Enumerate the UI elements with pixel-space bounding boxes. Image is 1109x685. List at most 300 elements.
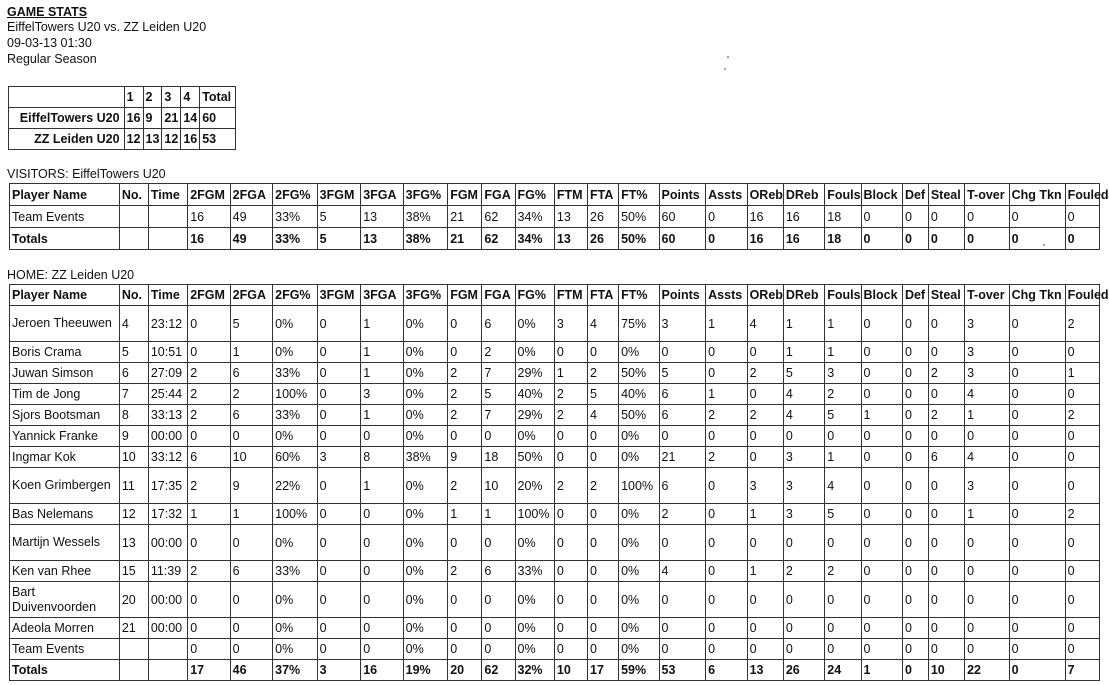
table-cell: 0%	[619, 447, 659, 468]
table-cell: 4	[825, 468, 861, 504]
table-cell	[148, 660, 187, 681]
table-cell: 2	[747, 405, 783, 426]
table-cell: 0	[1065, 525, 1099, 561]
table-cell: 0	[588, 426, 619, 447]
table-cell: 9	[448, 447, 482, 468]
table-cell: Steal	[928, 285, 964, 306]
table-cell: 3FGM	[317, 184, 361, 206]
table-cell: 50%	[619, 206, 659, 228]
table-cell: 13	[747, 660, 783, 681]
table-cell: 1	[965, 504, 1010, 525]
table-cell: 0	[554, 582, 587, 618]
table-cell: 1	[825, 342, 861, 363]
table-cell: 0	[1065, 426, 1099, 447]
table-cell: 6	[230, 363, 272, 384]
table-cell: 0%	[273, 639, 318, 660]
table-cell: 2	[554, 384, 587, 405]
table-cell: 0	[706, 504, 747, 525]
table-cell: 2	[448, 405, 482, 426]
table-cell	[148, 206, 187, 228]
table-cell: 0	[588, 447, 619, 468]
table-cell: 0	[928, 384, 964, 405]
table-cell: FG%	[515, 285, 554, 306]
table-cell: 1	[230, 504, 272, 525]
table-cell: 18	[482, 447, 515, 468]
table-cell: 6	[706, 660, 747, 681]
table-cell: 0	[965, 582, 1010, 618]
player-row	[10, 639, 1100, 660]
table-cell: 17:35	[148, 468, 187, 504]
table-cell: 0	[928, 426, 964, 447]
table-cell: 2	[928, 405, 964, 426]
table-cell: 0	[188, 525, 230, 561]
table-cell: 6	[928, 447, 964, 468]
table-cell: 1	[361, 363, 403, 384]
table-cell: 16	[188, 228, 230, 250]
table-cell: Totals	[10, 660, 120, 681]
table-cell: 0	[317, 639, 361, 660]
table-cell: 0	[861, 468, 902, 504]
table-cell: 2	[747, 363, 783, 384]
table-cell: 53	[659, 660, 706, 681]
table-cell: 26	[783, 660, 824, 681]
table-cell	[119, 660, 148, 681]
table-cell: FGA	[482, 184, 515, 206]
table-cell: 5	[119, 342, 148, 363]
table-cell: 15	[119, 561, 148, 582]
table-cell: 3	[825, 363, 861, 384]
table-cell: 6	[659, 405, 706, 426]
table-cell: Bart Duivenvoorden	[10, 582, 120, 618]
table-cell: 0	[965, 426, 1010, 447]
table-cell: 4	[783, 405, 824, 426]
table-cell: Points	[659, 285, 706, 306]
table-cell: 3	[965, 306, 1010, 342]
table-cell: 1	[825, 447, 861, 468]
scan-speck	[724, 68, 726, 70]
table-cell: 5	[230, 306, 272, 342]
table-cell: 16	[361, 660, 403, 681]
table-cell: 16	[188, 206, 230, 228]
table-cell: 0%	[403, 582, 448, 618]
table-cell: 53	[200, 129, 236, 150]
table-cell: 0	[902, 639, 928, 660]
table-cell: 8	[119, 405, 148, 426]
table-cell: 0	[1065, 228, 1099, 250]
table-cell: 0	[230, 582, 272, 618]
table-cell: FTM	[554, 285, 587, 306]
table-cell: 13	[554, 228, 587, 250]
table-cell: 0%	[619, 342, 659, 363]
table-cell: 1	[861, 405, 902, 426]
table-cell: DReb	[783, 184, 824, 206]
table-cell: 0%	[619, 426, 659, 447]
table-cell: 14	[181, 108, 200, 129]
table-cell: 2	[1065, 405, 1099, 426]
table-cell: 5	[317, 206, 361, 228]
table-cell: 4	[965, 447, 1010, 468]
table-cell	[9, 87, 125, 108]
table-cell: 1	[747, 504, 783, 525]
table-cell: 0	[706, 363, 747, 384]
table-cell: 0	[1009, 384, 1065, 405]
table-cell: FT%	[619, 184, 659, 206]
table-cell: Sjors Bootsman	[10, 405, 120, 426]
table-cell: 9	[119, 426, 148, 447]
table-cell: 0	[902, 525, 928, 561]
table-cell: 0	[230, 426, 272, 447]
table-cell: 0	[902, 618, 928, 639]
table-cell: 2	[230, 384, 272, 405]
table-cell: 0	[1009, 228, 1065, 250]
table-cell: 60	[200, 108, 236, 129]
table-cell: 18	[825, 206, 861, 228]
table-cell: No.	[119, 184, 148, 206]
table-cell: 0	[1009, 504, 1065, 525]
table-cell: Juwan Simson	[10, 363, 120, 384]
table-cell: 0%	[273, 525, 318, 561]
table-cell: 2	[554, 468, 587, 504]
table-cell: 7	[119, 384, 148, 405]
table-cell: 4	[588, 306, 619, 342]
table-cell: 34%	[515, 206, 554, 228]
table-cell	[148, 228, 187, 250]
table-cell: 6	[119, 363, 148, 384]
table-cell: 0	[230, 639, 272, 660]
table-cell: 0	[588, 342, 619, 363]
table-cell: 0	[448, 426, 482, 447]
table-cell: 0	[361, 582, 403, 618]
table-cell: 0%	[619, 525, 659, 561]
table-cell: 13	[361, 206, 403, 228]
table-cell: 33:12	[148, 447, 187, 468]
table-cell: 22	[965, 660, 1010, 681]
table-cell: 0%	[273, 618, 318, 639]
table-cell	[119, 206, 148, 228]
quarter-header-row	[9, 87, 236, 108]
table-cell: 1	[361, 405, 403, 426]
table-cell: 0	[588, 618, 619, 639]
table-cell: 40%	[619, 384, 659, 405]
table-cell: 2	[825, 384, 861, 405]
table-cell: 62	[482, 206, 515, 228]
player-row	[10, 504, 1100, 525]
table-cell: 1	[554, 363, 587, 384]
table-cell: 0	[317, 504, 361, 525]
table-cell: 5	[659, 363, 706, 384]
table-cell: 0	[861, 384, 902, 405]
table-cell: Martijn Wessels	[10, 525, 120, 561]
table-cell: 10	[230, 447, 272, 468]
table-cell: 2	[588, 468, 619, 504]
table-cell: 2	[188, 468, 230, 504]
table-cell: 24	[825, 660, 861, 681]
table-cell: 37%	[273, 660, 318, 681]
table-cell: 2	[448, 384, 482, 405]
table-cell: 0	[902, 660, 928, 681]
table-cell: 21	[162, 108, 181, 129]
player-row	[10, 306, 1100, 342]
table-cell: 0%	[403, 405, 448, 426]
table-cell: 0	[861, 426, 902, 447]
table-cell: 0	[659, 618, 706, 639]
table-cell: 3	[783, 504, 824, 525]
table-cell: 1	[230, 342, 272, 363]
table-cell: 0%	[515, 639, 554, 660]
table-cell: Chg Tkn	[1009, 285, 1065, 306]
table-cell: Yannick Franke	[10, 426, 120, 447]
table-cell: 0	[902, 228, 928, 250]
table-cell: 0	[1009, 660, 1065, 681]
table-cell: 0	[902, 504, 928, 525]
visitors-stats-table	[9, 183, 1109, 250]
table-cell: 1	[783, 342, 824, 363]
table-cell	[148, 639, 187, 660]
table-cell: 34%	[515, 228, 554, 250]
table-cell: 11	[119, 468, 148, 504]
table-cell: 16	[747, 228, 783, 250]
table-cell: 4	[119, 306, 148, 342]
table-cell: 0	[188, 582, 230, 618]
table-cell: 0	[317, 342, 361, 363]
table-cell: Team Events	[10, 639, 120, 660]
table-cell: 5	[482, 384, 515, 405]
table-cell: 13	[143, 129, 162, 150]
table-cell: 0	[902, 426, 928, 447]
table-cell: 100%	[619, 468, 659, 504]
table-cell: Points	[659, 184, 706, 206]
table-cell: 2FGA	[230, 285, 272, 306]
table-cell: 0	[448, 525, 482, 561]
table-cell: 0%	[515, 306, 554, 342]
table-cell: 3	[747, 468, 783, 504]
table-cell: 1	[482, 504, 515, 525]
table-cell: 10	[119, 447, 148, 468]
table-cell: 0%	[619, 504, 659, 525]
table-cell: 0	[747, 582, 783, 618]
table-cell: 6	[482, 561, 515, 582]
table-cell: 0	[747, 639, 783, 660]
table-cell: 16	[181, 129, 200, 150]
table-cell: 0%	[515, 618, 554, 639]
table-cell: 0	[965, 525, 1010, 561]
table-cell: 17	[588, 660, 619, 681]
table-cell: 0	[706, 639, 747, 660]
table-cell: 0	[1065, 618, 1099, 639]
totals-row	[10, 228, 1100, 250]
table-cell: 0	[361, 639, 403, 660]
table-cell: 2	[783, 561, 824, 582]
table-cell: 0	[317, 582, 361, 618]
table-cell: 0	[1009, 582, 1065, 618]
table-cell: 49	[230, 228, 272, 250]
table-cell: 4	[783, 384, 824, 405]
table-cell: 0	[659, 582, 706, 618]
table-cell: 1	[706, 384, 747, 405]
table-cell: 26	[588, 206, 619, 228]
table-cell: 0	[825, 426, 861, 447]
table-cell: 0	[706, 228, 747, 250]
table-cell: 0	[928, 206, 964, 228]
matchup: EiffelTowers U20 vs. ZZ Leiden U20	[7, 20, 207, 34]
table-cell: 0	[1009, 618, 1065, 639]
table-cell: 0	[1065, 447, 1099, 468]
table-cell: 3	[162, 87, 181, 108]
table-cell: Boris Crama	[10, 342, 120, 363]
table-cell: 0	[965, 206, 1010, 228]
table-cell: 1	[361, 342, 403, 363]
table-cell: 38%	[403, 447, 448, 468]
table-cell: 0	[1065, 561, 1099, 582]
table-cell: 0	[861, 582, 902, 618]
table-cell: 59%	[619, 660, 659, 681]
table-cell: 62	[482, 228, 515, 250]
table-cell: 1	[361, 468, 403, 504]
table-cell: 0%	[403, 468, 448, 504]
table-cell: Koen Grimbergen	[10, 468, 120, 504]
table-cell: 0	[783, 525, 824, 561]
table-cell: Total	[200, 87, 236, 108]
table-cell: 0	[706, 618, 747, 639]
table-cell: 0	[1065, 384, 1099, 405]
table-cell: 0	[588, 525, 619, 561]
table-cell: 7	[482, 363, 515, 384]
table-cell: 11:39	[148, 561, 187, 582]
table-cell: 12	[162, 129, 181, 150]
table-cell: 26	[588, 228, 619, 250]
table-cell: 23:12	[148, 306, 187, 342]
table-cell: 0	[902, 561, 928, 582]
table-cell: 0	[861, 206, 902, 228]
table-cell: 0	[861, 639, 902, 660]
table-cell: 0	[902, 306, 928, 342]
table-cell: 1	[448, 504, 482, 525]
table-cell: Fouled	[1065, 184, 1099, 206]
table-cell: 0	[747, 384, 783, 405]
table-cell: 0	[1009, 525, 1065, 561]
table-cell: 0	[188, 639, 230, 660]
table-cell: 0	[482, 618, 515, 639]
table-cell: 0	[361, 525, 403, 561]
table-cell: 0	[230, 618, 272, 639]
table-cell: 2	[928, 363, 964, 384]
table-cell: 0	[965, 228, 1010, 250]
table-cell: 5	[825, 504, 861, 525]
table-cell: 2	[188, 363, 230, 384]
table-cell: 0	[317, 405, 361, 426]
table-cell: 10	[554, 660, 587, 681]
table-cell: 12	[119, 504, 148, 525]
table-cell: 0	[588, 639, 619, 660]
table-cell: 0	[317, 363, 361, 384]
table-cell: 0	[861, 561, 902, 582]
table-cell: 0%	[273, 342, 318, 363]
table-cell: FGM	[448, 184, 482, 206]
visitors-heading: VISITORS: EiffelTowers U20	[7, 167, 166, 181]
table-cell: 0	[317, 468, 361, 504]
table-cell: 0	[1065, 582, 1099, 618]
table-cell: 60	[659, 206, 706, 228]
table-cell: 0	[928, 582, 964, 618]
table-cell: 0	[361, 426, 403, 447]
table-cell: 2	[448, 561, 482, 582]
table-cell: 0	[861, 342, 902, 363]
table-cell: 2	[448, 363, 482, 384]
table-cell: 6	[482, 306, 515, 342]
table-cell: Totals	[10, 228, 120, 250]
table-cell: FG%	[515, 184, 554, 206]
table-cell: 0	[1009, 306, 1065, 342]
table-cell: 2	[143, 87, 162, 108]
table-cell: 8	[361, 447, 403, 468]
table-cell: 0	[747, 525, 783, 561]
player-row	[10, 426, 1100, 447]
table-cell: 13	[119, 525, 148, 561]
table-cell: 0	[588, 561, 619, 582]
table-cell: Ingmar Kok	[10, 447, 120, 468]
table-cell: 00:00	[148, 426, 187, 447]
table-cell: 0%	[403, 504, 448, 525]
player-row	[10, 363, 1100, 384]
table-cell: 0	[1065, 342, 1099, 363]
table-cell: 2	[482, 342, 515, 363]
table-cell: 0	[317, 384, 361, 405]
table-cell: 0	[928, 525, 964, 561]
table-cell: Adeola Morren	[10, 618, 120, 639]
table-cell: 6	[659, 468, 706, 504]
table-cell: 0	[861, 363, 902, 384]
table-cell: 3FGA	[361, 285, 403, 306]
table-cell: 38%	[403, 228, 448, 250]
table-cell: 75%	[619, 306, 659, 342]
table-cell: 6	[659, 384, 706, 405]
table-cell: 0	[317, 525, 361, 561]
table-cell: 2	[448, 468, 482, 504]
table-cell: 0	[448, 342, 482, 363]
table-cell: 12	[124, 129, 143, 150]
table-cell: 0	[554, 447, 587, 468]
table-cell: FT%	[619, 285, 659, 306]
table-cell: 33%	[273, 206, 318, 228]
table-cell: 50%	[619, 228, 659, 250]
table-cell: 0	[861, 306, 902, 342]
table-cell: 2	[706, 447, 747, 468]
table-cell: 0	[706, 561, 747, 582]
table-cell: 62	[482, 660, 515, 681]
table-cell: 0	[659, 639, 706, 660]
table-cell: Block	[861, 285, 902, 306]
table-cell: 1	[825, 306, 861, 342]
table-cell: Bas Nelemans	[10, 504, 120, 525]
table-cell: 16	[783, 228, 824, 250]
table-cell: 0	[747, 618, 783, 639]
table-cell: Team Events	[10, 206, 120, 228]
table-cell: 00:00	[148, 525, 187, 561]
table-cell: 0%	[619, 582, 659, 618]
table-cell: 10	[928, 660, 964, 681]
table-cell: 33%	[515, 561, 554, 582]
table-cell: 0	[928, 306, 964, 342]
table-cell: 0%	[403, 426, 448, 447]
table-cell: 0	[230, 525, 272, 561]
table-cell: ZZ Leiden U20	[9, 129, 125, 150]
table-cell: 0	[317, 561, 361, 582]
table-cell: 0	[706, 525, 747, 561]
scan-speck	[1043, 244, 1045, 246]
table-cell: 5	[783, 363, 824, 384]
game-datetime: 09-03-13 01:30	[7, 36, 92, 50]
table-cell: 0	[188, 618, 230, 639]
